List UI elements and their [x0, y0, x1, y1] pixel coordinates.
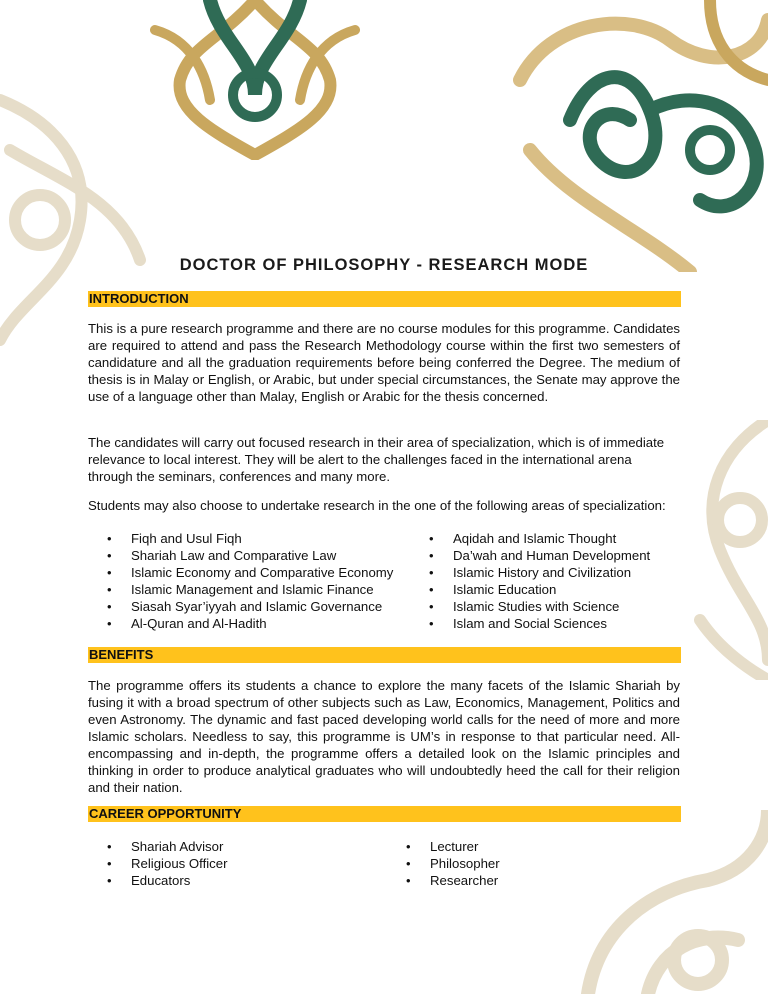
list-item: • Da’wah and Human Development	[429, 547, 650, 564]
introduction-paragraph-3: Students may also choose to undertake research in the one of the following areas of specialization:	[88, 498, 666, 513]
ornament-left-faint-icon	[0, 90, 150, 350]
career-heading: CAREER OPPORTUNITY	[88, 806, 681, 822]
ornament-bottom-right-faint-icon	[578, 810, 768, 994]
ornament-top-center-icon	[150, 0, 360, 160]
specialization-list-right	[429, 530, 650, 632]
list-item: • Philosopher	[406, 855, 500, 872]
introduction-paragraph-2: The candidates will carry out focused research in their area of specialization, which is of immediate relevance to local interest. They will be alert to the challenges faced in the international arena through the seminars, conferences and many more.	[88, 435, 665, 484]
list-item: • Islamic Studies with Science	[429, 598, 650, 615]
introduction-paragraph-1: This is a pure research programme and there are no course modules for this programme. Candidates are required to attend and pass the Research Methodology course within the first two semesters of candidature and all the graduation requirements before being conferred the Degree. The medium of thesis is in Malay or English, or Arabic, but under special circumstances, the Senate may approve the use of a language other than Malay, English or Arabic for the thesis concerned.	[88, 321, 680, 404]
list-item: • Aqidah and Islamic Thought	[429, 530, 650, 547]
page-title: DOCTOR OF PHILOSOPHY - RESEARCH MODE	[179, 256, 589, 274]
ornament-top-right-icon	[510, 0, 768, 272]
list-item: • Islamic Management and Islamic Finance	[107, 581, 393, 598]
list-item: • Shariah Advisor	[107, 838, 228, 855]
benefits-heading: BENEFITS	[88, 647, 681, 663]
list-item: • Al-Quran and Al-Hadith	[107, 615, 393, 632]
list-item: • Researcher	[406, 872, 500, 889]
list-item: • Islamic Economy and Comparative Economy	[107, 564, 393, 581]
introduction-heading: INTRODUCTION	[88, 291, 681, 307]
benefits-paragraph: The programme offers its students a chance to explore the many facets of the Islamic Shariah by fusing it with a broad spectrum of other subjects such as Law, Economics, Management, Politics and even Astronomy. The dynamic and fast paced developing world calls for the need of more and more Islamic scholars. Needless to say, this programme is UM’s in response to that particular need. All-encompassing and in-depth, the programme offers a detailed look on the Islamic principles and thinking in order to produce analytical graduates who will undoubtedly heed the call for their religion and their nation.	[88, 678, 680, 795]
list-item: • Religious Officer	[107, 855, 228, 872]
career-list-right	[406, 838, 500, 889]
list-item: • Islamic History and Civilization	[429, 564, 650, 581]
list-item: • Fiqh and Usul Fiqh	[107, 530, 393, 547]
career-list-left	[107, 838, 228, 889]
list-item: • Islam and Social Sciences	[429, 615, 650, 632]
ornament-right-faint-icon	[680, 420, 768, 680]
list-item: • Islamic Education	[429, 581, 650, 598]
list-item: • Shariah Law and Comparative Law	[107, 547, 393, 564]
specialization-list-left	[107, 530, 393, 632]
list-item: • Lecturer	[406, 838, 500, 855]
list-item: • Educators	[107, 872, 228, 889]
list-item: • Siasah Syar’iyyah and Islamic Governance	[107, 598, 393, 615]
